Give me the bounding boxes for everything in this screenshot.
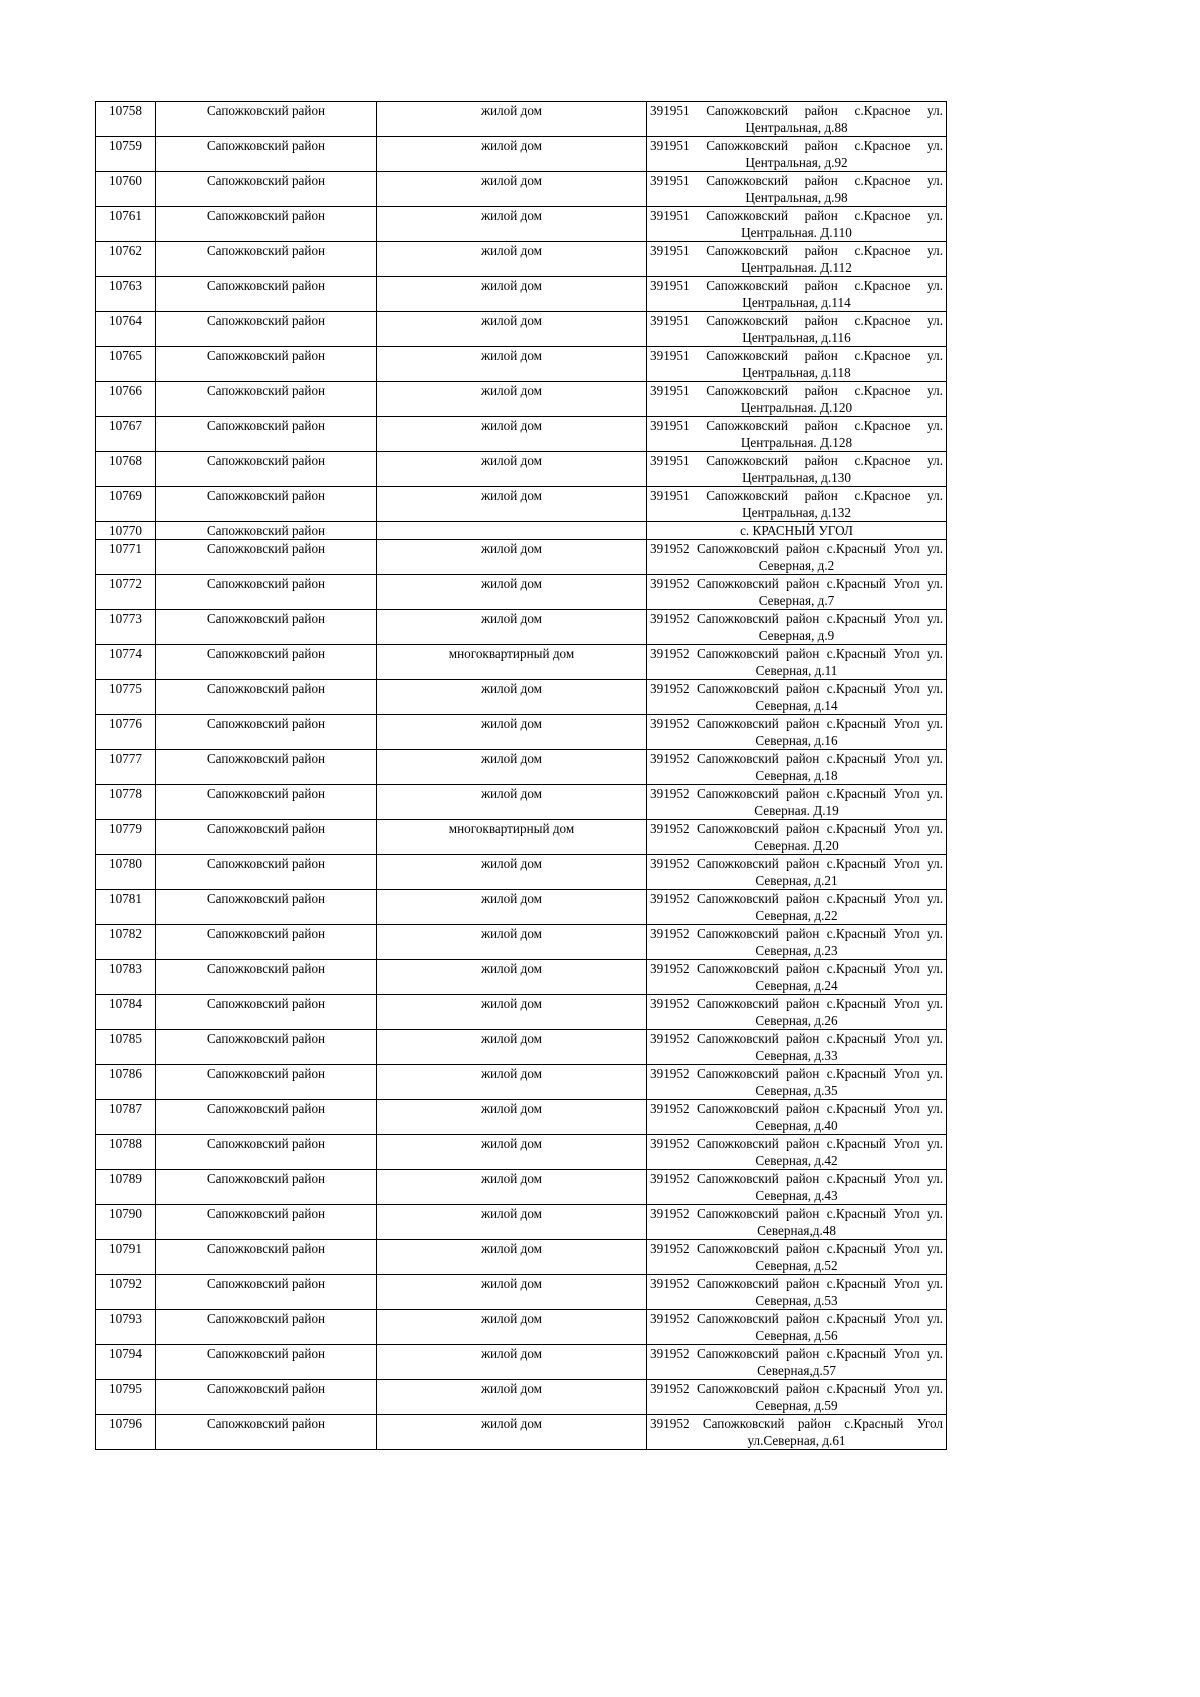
cell-object-type: жилой дом xyxy=(377,347,647,382)
cell-address xyxy=(647,1310,947,1345)
cell-number: 10776 xyxy=(96,715,156,750)
cell-address xyxy=(647,1135,947,1170)
cell-address xyxy=(647,172,947,207)
address-line-1: 391952 Сапожковский район с.Красный Угол ул. xyxy=(650,1346,943,1361)
cell-object-type: жилой дом xyxy=(377,995,647,1030)
cell-object-type: жилой дом xyxy=(377,277,647,312)
address-line-1: 391952 Сапожковский район с.Красный Угол ул. xyxy=(650,751,943,766)
address-line-2: Центральная, д.130 xyxy=(742,470,851,485)
table-row xyxy=(96,207,947,242)
cell-number: 10793 xyxy=(96,1310,156,1345)
cell-number: 10758 xyxy=(96,102,156,137)
cell-address xyxy=(647,207,947,242)
cell-object-type: жилой дом xyxy=(377,172,647,207)
cell-district: Сапожковский район xyxy=(156,417,377,452)
address-line-1: с. КРАСНЫЙ УГОЛ xyxy=(740,523,853,538)
address-line-1: 391951 Сапожковский район с.Красное ул. xyxy=(650,138,943,153)
address-line-2: Северная, д.42 xyxy=(755,1153,838,1168)
cell-address xyxy=(647,137,947,172)
cell-number: 10760 xyxy=(96,172,156,207)
address-line-2: Центральная, д.118 xyxy=(742,365,851,380)
cell-number: 10762 xyxy=(96,242,156,277)
address-line-2: Центральная, д.114 xyxy=(742,295,851,310)
address-line-2: Центральная. Д.110 xyxy=(741,225,852,240)
cell-address xyxy=(647,680,947,715)
cell-district: Сапожковский район xyxy=(156,960,377,995)
cell-number: 10759 xyxy=(96,137,156,172)
address-line-1: 391952 Сапожковский район с.Красный Угол ул. xyxy=(650,996,943,1011)
address-line-2: Центральная. Д.120 xyxy=(740,400,853,415)
address-line-1: 391951 Сапожковский район с.Красное ул. xyxy=(650,103,943,118)
cell-number: 10767 xyxy=(96,417,156,452)
cell-district: Сапожковский район xyxy=(156,995,377,1030)
table-row xyxy=(96,1310,947,1345)
address-line-1: 391951 Сапожковский район с.Красное ул. xyxy=(650,348,943,363)
cell-object-type: жилой дом xyxy=(377,575,647,610)
address-line-1: 391952 Сапожковский район с.Красный Угол ул. xyxy=(650,891,943,906)
cell-object-type: жилой дом xyxy=(377,715,647,750)
table-row xyxy=(96,1345,947,1380)
cell-address xyxy=(647,750,947,785)
address-line-2: ул.Северная, д.61 xyxy=(747,1433,846,1448)
address-line-2: Северная, д.33 xyxy=(755,1048,838,1063)
cell-district: Сапожковский район xyxy=(156,452,377,487)
cell-object-type: жилой дом xyxy=(377,1100,647,1135)
cell-address xyxy=(647,1240,947,1275)
address-line-1: 391952 Сапожковский район с.Красный Угол ул. xyxy=(650,856,943,871)
cell-address xyxy=(647,522,947,540)
table-row xyxy=(96,645,947,680)
cell-address xyxy=(647,242,947,277)
cell-object-type: жилой дом xyxy=(377,382,647,417)
table-body xyxy=(96,102,947,1450)
address-line-2: Северная, д.24 xyxy=(755,978,838,993)
cell-address xyxy=(647,312,947,347)
address-line-1: 391952 Сапожковский район с.Красный Угол ул. xyxy=(650,1031,943,1046)
cell-object-type: жилой дом xyxy=(377,417,647,452)
cell-address xyxy=(647,645,947,680)
cell-number: 10795 xyxy=(96,1380,156,1415)
cell-district: Сапожковский район xyxy=(156,207,377,242)
table-row xyxy=(96,137,947,172)
cell-district: Сапожковский район xyxy=(156,1275,377,1310)
address-line-2: Северная, д.2 xyxy=(758,558,835,573)
address-line-1: 391952 Сапожковский район с.Красный Угол ул. xyxy=(650,681,943,696)
cell-district: Сапожковский район xyxy=(156,680,377,715)
cell-district: Сапожковский район xyxy=(156,1135,377,1170)
cell-address xyxy=(647,890,947,925)
address-line-1: 391951 Сапожковский район с.Красное ул. xyxy=(650,313,943,328)
cell-address xyxy=(647,347,947,382)
address-line-2: Северная, д.9 xyxy=(758,628,835,643)
address-line-1: 391952 Сапожковский район с.Красный Угол ул. xyxy=(650,576,943,591)
cell-object-type: жилой дом xyxy=(377,207,647,242)
cell-object-type: жилой дом xyxy=(377,890,647,925)
table-row xyxy=(96,1135,947,1170)
address-line-1: 391952 Сапожковский район с.Красный Угол ул. xyxy=(650,786,943,801)
cell-object-type: жилой дом xyxy=(377,1380,647,1415)
table-row xyxy=(96,522,947,540)
cell-address xyxy=(647,1345,947,1380)
address-line-1: 391952 Сапожковский район с.Красный Угол ул. xyxy=(650,1206,943,1221)
cell-address xyxy=(647,102,947,137)
cell-district: Сапожковский район xyxy=(156,347,377,382)
cell-address xyxy=(647,1065,947,1100)
cell-district: Сапожковский район xyxy=(156,242,377,277)
address-line-1: 391951 Сапожковский район с.Красное ул. xyxy=(650,383,943,398)
table-row xyxy=(96,820,947,855)
cell-object-type: жилой дом xyxy=(377,1275,647,1310)
cell-object-type: жилой дом xyxy=(377,1240,647,1275)
table-row xyxy=(96,925,947,960)
cell-number: 10791 xyxy=(96,1240,156,1275)
cell-number: 10777 xyxy=(96,750,156,785)
cell-district: Сапожковский район xyxy=(156,1100,377,1135)
table-row xyxy=(96,1380,947,1415)
address-line-2: Северная, д.26 xyxy=(755,1013,838,1028)
cell-number: 10772 xyxy=(96,575,156,610)
cell-number: 10781 xyxy=(96,890,156,925)
table-row xyxy=(96,995,947,1030)
cell-district: Сапожковский район xyxy=(156,575,377,610)
address-line-1: 391952 Сапожковский район с.Красный Угол ул. xyxy=(650,1381,943,1396)
table-row xyxy=(96,750,947,785)
cell-object-type: жилой дом xyxy=(377,540,647,575)
cell-object-type: жилой дом xyxy=(377,312,647,347)
table-row xyxy=(96,855,947,890)
cell-number: 10763 xyxy=(96,277,156,312)
table-row xyxy=(96,347,947,382)
address-line-2: Северная, д.59 xyxy=(755,1398,838,1413)
cell-number: 10768 xyxy=(96,452,156,487)
cell-number: 10773 xyxy=(96,610,156,645)
address-line-2: Северная. Д.20 xyxy=(754,838,839,853)
cell-district: Сапожковский район xyxy=(156,522,377,540)
cell-number: 10780 xyxy=(96,855,156,890)
cell-district: Сапожковский район xyxy=(156,487,377,522)
table-row xyxy=(96,452,947,487)
registry-table xyxy=(95,101,947,1450)
address-line-1: 391951 Сапожковский район с.Красное ул. xyxy=(650,418,943,433)
cell-district: Сапожковский район xyxy=(156,540,377,575)
cell-object-type: жилой дом xyxy=(377,137,647,172)
cell-object-type: жилой дом xyxy=(377,487,647,522)
table-row xyxy=(96,277,947,312)
cell-district: Сапожковский район xyxy=(156,715,377,750)
cell-district: Сапожковский район xyxy=(156,1170,377,1205)
address-line-2: Северная, д.35 xyxy=(755,1083,838,1098)
cell-address xyxy=(647,417,947,452)
cell-district: Сапожковский район xyxy=(156,1310,377,1345)
table-row xyxy=(96,382,947,417)
cell-object-type: многоквартирный дом xyxy=(377,645,647,680)
cell-number: 10790 xyxy=(96,1205,156,1240)
cell-number: 10784 xyxy=(96,995,156,1030)
cell-object-type: жилой дом xyxy=(377,452,647,487)
cell-object-type: жилой дом xyxy=(377,1170,647,1205)
table-row xyxy=(96,487,947,522)
cell-object-type: жилой дом xyxy=(377,1415,647,1450)
cell-number: 10796 xyxy=(96,1415,156,1450)
cell-number: 10774 xyxy=(96,645,156,680)
address-line-2: Центральная, д.132 xyxy=(742,505,851,520)
address-line-1: 391952 Сапожковский район с.Красный Угол ул. xyxy=(650,1136,943,1151)
table-row xyxy=(96,680,947,715)
address-line-1: 391952 Сапожковский район с.Красный Угол ул. xyxy=(650,646,943,661)
table-row xyxy=(96,242,947,277)
cell-number: 10787 xyxy=(96,1100,156,1135)
cell-object-type: жилой дом xyxy=(377,925,647,960)
cell-district: Сапожковский район xyxy=(156,925,377,960)
cell-address xyxy=(647,1205,947,1240)
cell-number: 10794 xyxy=(96,1345,156,1380)
address-line-2: Центральная, д.116 xyxy=(742,330,851,345)
cell-number: 10788 xyxy=(96,1135,156,1170)
cell-object-type: многоквартирный дом xyxy=(377,820,647,855)
table-row xyxy=(96,610,947,645)
address-line-1: 391952 Сапожковский район с.Красный Угол ул. xyxy=(650,541,943,556)
cell-district: Сапожковский район xyxy=(156,382,377,417)
address-line-1: 391952 Сапожковский район с.Красный Угол ул. xyxy=(650,1066,943,1081)
cell-address xyxy=(647,925,947,960)
address-line-2: Северная, д.16 xyxy=(755,733,838,748)
address-line-1: 391952 Сапожковский район с.Красный Угол ул. xyxy=(650,926,943,941)
address-line-2: Северная, д.52 xyxy=(755,1258,838,1273)
cell-number: 10778 xyxy=(96,785,156,820)
address-line-1: 391952 Сапожковский район с.Красный Угол ул. xyxy=(650,716,943,731)
address-line-1: 391951 Сапожковский район с.Красное ул. xyxy=(650,208,943,223)
cell-district: Сапожковский район xyxy=(156,820,377,855)
address-line-2: Северная, д.11 xyxy=(755,663,838,678)
cell-address xyxy=(647,855,947,890)
address-line-2: Северная, д.14 xyxy=(755,698,838,713)
table-row xyxy=(96,1205,947,1240)
table-row xyxy=(96,102,947,137)
cell-district: Сапожковский район xyxy=(156,1205,377,1240)
table-row xyxy=(96,1030,947,1065)
address-line-1: 391952 Сапожковский район с.Красный Угол ул. xyxy=(650,1101,943,1116)
cell-number: 10771 xyxy=(96,540,156,575)
address-line-1: 391952 Сапожковский район с.Красный Угол ул. xyxy=(650,1241,943,1256)
cell-district: Сапожковский район xyxy=(156,1240,377,1275)
address-line-2: Северная, д.56 xyxy=(755,1328,838,1343)
address-line-2: Северная, д.43 xyxy=(755,1188,838,1203)
address-line-2: Северная, д.7 xyxy=(758,593,835,608)
address-line-1: 391951 Сапожковский район с.Красное ул. xyxy=(650,173,943,188)
table-row xyxy=(96,1100,947,1135)
cell-object-type: жилой дом xyxy=(377,750,647,785)
cell-number: 10770 xyxy=(96,522,156,540)
cell-address xyxy=(647,960,947,995)
cell-number: 10779 xyxy=(96,820,156,855)
cell-number: 10783 xyxy=(96,960,156,995)
cell-number: 10785 xyxy=(96,1030,156,1065)
address-line-1: 391952 Сапожковский район с.Красный Угол ул. xyxy=(650,1171,943,1186)
address-line-2: Северная, д.18 xyxy=(755,768,838,783)
cell-district: Сапожковский район xyxy=(156,750,377,785)
cell-number: 10764 xyxy=(96,312,156,347)
cell-object-type: жилой дом xyxy=(377,1205,647,1240)
cell-district: Сапожковский район xyxy=(156,645,377,680)
address-line-1: 391951 Сапожковский район с.Красное ул. xyxy=(650,278,943,293)
cell-district: Сапожковский район xyxy=(156,890,377,925)
table-row xyxy=(96,1240,947,1275)
table-row xyxy=(96,1170,947,1205)
address-line-2: Северная. Д.19 xyxy=(754,803,839,818)
cell-address xyxy=(647,1030,947,1065)
cell-district: Сапожковский район xyxy=(156,102,377,137)
cell-object-type: жилой дом xyxy=(377,785,647,820)
address-line-1: 391952 Сапожковский район с.Красный Угол ул. xyxy=(650,821,943,836)
table-row xyxy=(96,1415,947,1450)
address-line-2: Центральная, д.92 xyxy=(745,155,848,170)
cell-address xyxy=(647,1275,947,1310)
cell-district: Сапожковский район xyxy=(156,1415,377,1450)
cell-object-type: жилой дом xyxy=(377,855,647,890)
cell-object-type: жилой дом xyxy=(377,610,647,645)
cell-address xyxy=(647,382,947,417)
cell-number: 10775 xyxy=(96,680,156,715)
address-line-1: 391951 Сапожковский район с.Красное ул. xyxy=(650,453,943,468)
table-row xyxy=(96,715,947,750)
cell-address xyxy=(647,452,947,487)
cell-object-type: жилой дом xyxy=(377,1030,647,1065)
cell-address xyxy=(647,1170,947,1205)
cell-district: Сапожковский район xyxy=(156,312,377,347)
address-line-1: 391952 Сапожковский район с.Красный Угол ул. xyxy=(650,611,943,626)
address-line-2: Северная, д.22 xyxy=(755,908,838,923)
cell-object-type: жилой дом xyxy=(377,1135,647,1170)
cell-number: 10761 xyxy=(96,207,156,242)
cell-address xyxy=(647,1100,947,1135)
cell-address xyxy=(647,785,947,820)
cell-district: Сапожковский район xyxy=(156,1345,377,1380)
cell-district: Сапожковский район xyxy=(156,277,377,312)
address-line-2: Северная, д.40 xyxy=(755,1118,838,1133)
address-line-2: Центральная, д.88 xyxy=(745,120,848,135)
table-row xyxy=(96,1065,947,1100)
address-line-1: 391951 Сапожковский район с.Красное ул. xyxy=(650,488,943,503)
address-line-2: Северная,д.57 xyxy=(757,1363,836,1378)
table-row xyxy=(96,312,947,347)
cell-number: 10782 xyxy=(96,925,156,960)
table-row xyxy=(96,1275,947,1310)
cell-address xyxy=(647,487,947,522)
cell-object-type: жилой дом xyxy=(377,242,647,277)
address-line-2: Центральная. Д.112 xyxy=(741,260,852,275)
cell-address xyxy=(647,1380,947,1415)
address-line-2: Центральная. Д.128 xyxy=(740,435,853,450)
cell-address xyxy=(647,715,947,750)
address-line-1: 391952 Сапожковский район с.Красный Угол ул. xyxy=(650,1311,943,1326)
cell-district: Сапожковский район xyxy=(156,785,377,820)
cell-district: Сапожковский район xyxy=(156,855,377,890)
cell-object-type xyxy=(377,522,647,540)
table-row xyxy=(96,540,947,575)
cell-address xyxy=(647,610,947,645)
address-line-1: 391952 Сапожковский район с.Красный Угол ул. xyxy=(650,1276,943,1291)
cell-address xyxy=(647,540,947,575)
table-row xyxy=(96,172,947,207)
address-line-1: 391952 Сапожковский район с.Красный Угол xyxy=(650,1416,943,1431)
table-row xyxy=(96,575,947,610)
cell-address xyxy=(647,575,947,610)
address-line-2: Северная, д.53 xyxy=(755,1293,838,1308)
cell-object-type: жилой дом xyxy=(377,960,647,995)
cell-number: 10789 xyxy=(96,1170,156,1205)
cell-district: Сапожковский район xyxy=(156,1030,377,1065)
cell-number: 10786 xyxy=(96,1065,156,1100)
table-row xyxy=(96,785,947,820)
table-row xyxy=(96,960,947,995)
cell-address xyxy=(647,277,947,312)
cell-object-type: жилой дом xyxy=(377,1345,647,1380)
cell-address xyxy=(647,820,947,855)
cell-address xyxy=(647,1415,947,1450)
cell-address xyxy=(647,995,947,1030)
table-row xyxy=(96,890,947,925)
address-line-2: Северная, д.21 xyxy=(755,873,838,888)
table-row xyxy=(96,417,947,452)
cell-district: Сапожковский район xyxy=(156,172,377,207)
cell-object-type: жилой дом xyxy=(377,680,647,715)
address-line-2: Северная,д.48 xyxy=(757,1223,836,1238)
cell-district: Сапожковский район xyxy=(156,137,377,172)
cell-number: 10792 xyxy=(96,1275,156,1310)
cell-number: 10769 xyxy=(96,487,156,522)
cell-district: Сапожковский район xyxy=(156,610,377,645)
cell-object-type: жилой дом xyxy=(377,1065,647,1100)
cell-object-type: жилой дом xyxy=(377,102,647,137)
address-line-2: Центральная, д.98 xyxy=(745,190,848,205)
address-line-1: 391951 Сапожковский район с.Красное ул. xyxy=(650,243,943,258)
cell-number: 10766 xyxy=(96,382,156,417)
cell-district: Сапожковский район xyxy=(156,1065,377,1100)
address-line-1: 391952 Сапожковский район с.Красный Угол ул. xyxy=(650,961,943,976)
address-line-2: Северная, д.23 xyxy=(755,943,838,958)
cell-object-type: жилой дом xyxy=(377,1310,647,1345)
cell-number: 10765 xyxy=(96,347,156,382)
cell-district: Сапожковский район xyxy=(156,1380,377,1415)
